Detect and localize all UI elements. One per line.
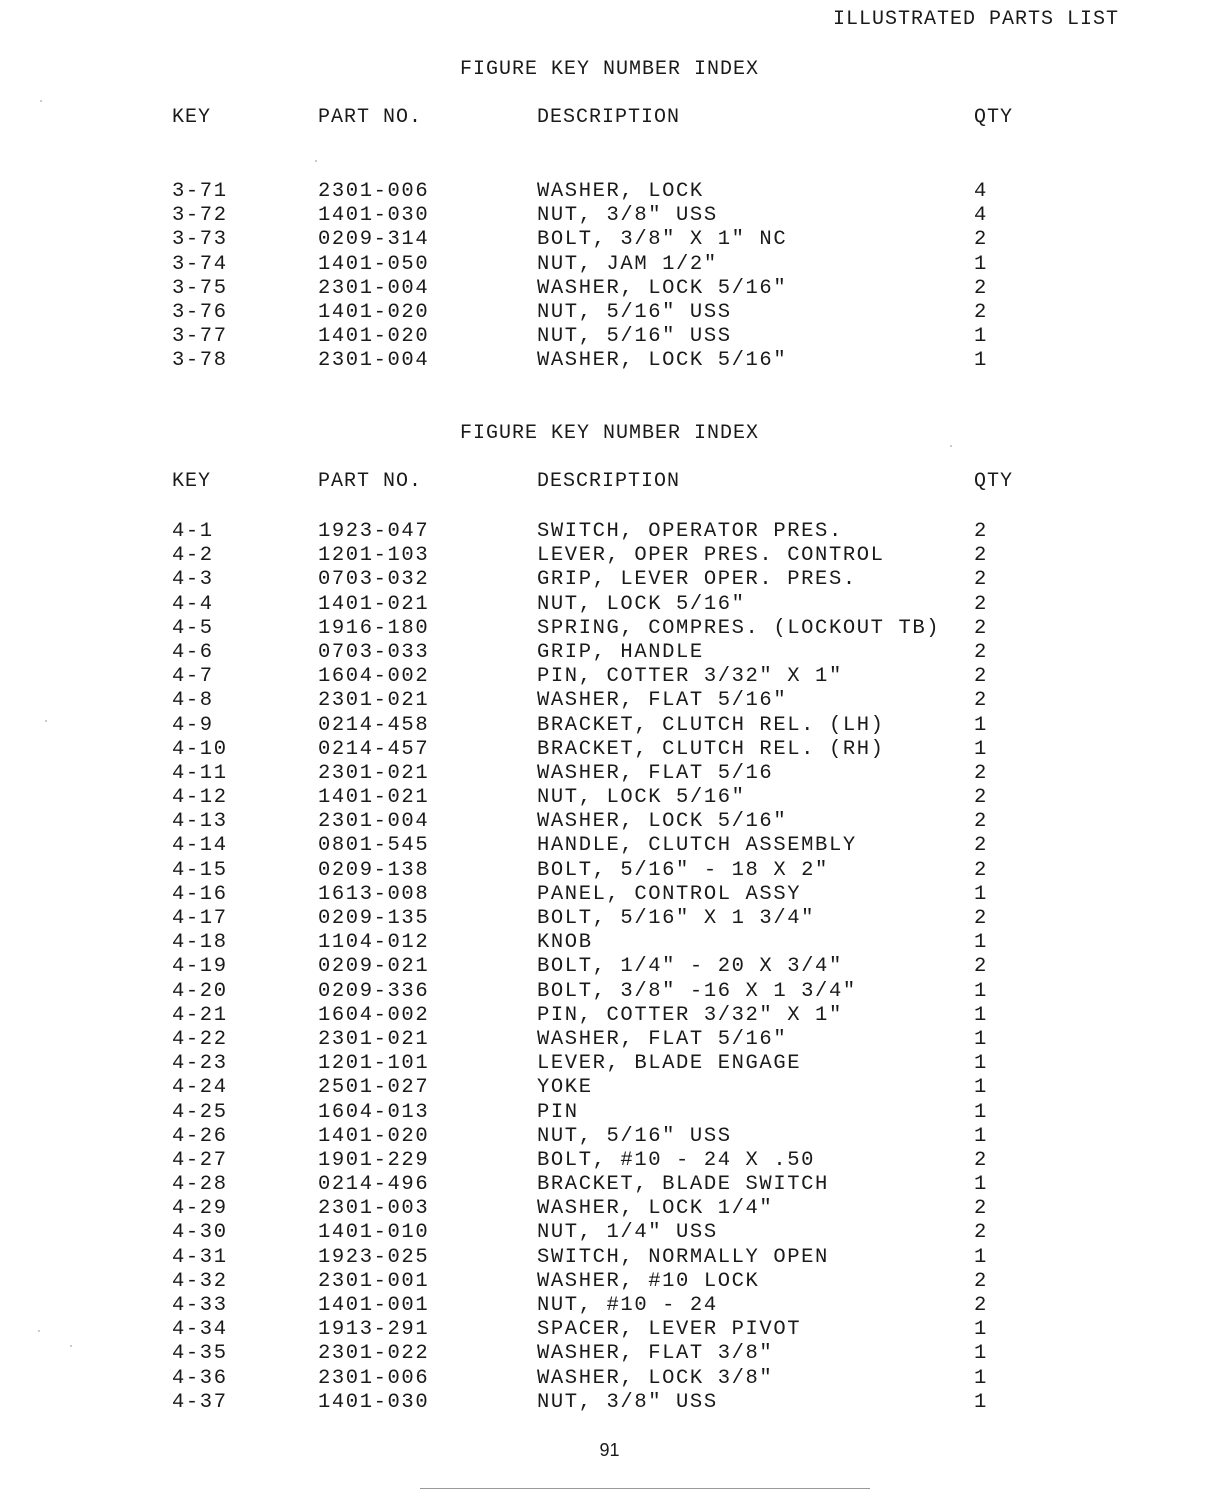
part-no-cell: 2301-022	[318, 1342, 430, 1366]
qty-cell: 1	[974, 1366, 988, 1390]
description-column-header: DESCRIPTION	[537, 470, 681, 493]
description-cell: KNOB	[537, 931, 593, 955]
qty-cell: 1	[974, 1027, 988, 1051]
key-cell: 4-11	[172, 761, 228, 785]
part-no-cell: 1604-002	[318, 665, 430, 689]
part-no-cell: 2301-004	[318, 810, 430, 834]
description-cell: SWITCH, OPERATOR PRES.	[537, 520, 843, 543]
description-cell: NUT, LOCK 5/16"	[537, 786, 746, 810]
qty-cell: 4	[974, 204, 988, 228]
key-cell: 4-18	[172, 931, 228, 955]
parts-table	[0, 520, 1219, 1415]
table-row	[0, 859, 1219, 883]
description-cell: BOLT, 5/16" X 1 3/4"	[537, 907, 816, 930]
table-row	[0, 204, 1219, 228]
key-cell: 3-72	[172, 204, 228, 228]
description-cell: NUT, 3/8" USS	[537, 204, 718, 228]
key-cell: 4-28	[172, 1173, 228, 1197]
qty-cell: 1	[974, 1100, 988, 1124]
qty-cell: 1	[974, 931, 988, 955]
description-column-header: DESCRIPTION	[537, 106, 681, 129]
qty-cell: 2	[974, 300, 988, 324]
table-row	[0, 980, 1219, 1004]
table-row	[0, 931, 1219, 955]
qty-cell: 2	[974, 858, 988, 882]
table-row	[0, 1391, 1219, 1415]
part-no-cell: 0214-496	[318, 1173, 430, 1197]
description-cell: WASHER, FLAT 5/16"	[537, 1027, 788, 1051]
part-no-cell: 1901-229	[318, 1148, 430, 1172]
table-row	[0, 1367, 1219, 1391]
scan-speck	[315, 160, 317, 162]
qty-cell: 1	[974, 1390, 988, 1414]
qty-cell: 1	[974, 713, 988, 737]
part-no-cell: 0703-032	[318, 568, 430, 592]
table-row	[0, 593, 1219, 617]
qty-column-header: QTY	[974, 106, 1014, 129]
qty-cell: 2	[974, 544, 988, 568]
qty-cell: 1	[974, 882, 988, 906]
description-cell: LEVER, BLADE ENGAGE	[537, 1052, 802, 1076]
description-cell: NUT, #10 - 24	[537, 1294, 718, 1317]
table-row	[0, 180, 1219, 204]
qty-cell: 2	[974, 786, 988, 810]
part-no-cell: 0214-457	[318, 737, 430, 761]
description-cell: NUT, JAM 1/2"	[537, 252, 718, 276]
description-cell: BRACKET, CLUTCH REL. (RH)	[537, 737, 885, 761]
key-cell: 4-9	[172, 713, 214, 737]
table-row	[0, 834, 1219, 858]
description-cell: PANEL, CONTROL ASSY	[537, 882, 802, 906]
description-cell: SPRING, COMPRES. (LOCKOUT TB)	[537, 616, 941, 640]
part-no-cell: 2301-021	[318, 1027, 430, 1051]
part-no-cell: 1201-103	[318, 544, 430, 568]
key-cell: 3-71	[172, 180, 228, 203]
scan-speck	[38, 1330, 40, 1332]
table-row	[0, 1125, 1219, 1149]
part-no-column-header: PART NO.	[318, 106, 423, 129]
table-row	[0, 301, 1219, 325]
table-row	[0, 1270, 1219, 1294]
table-row	[0, 253, 1219, 277]
description-cell: NUT, LOCK 5/16"	[537, 592, 746, 616]
qty-cell: 2	[974, 276, 988, 300]
part-no-cell: 2301-006	[318, 180, 430, 203]
table-row	[0, 907, 1219, 931]
description-cell: WASHER, FLAT 3/8"	[537, 1342, 774, 1366]
table-row	[0, 738, 1219, 762]
table-row	[0, 1173, 1219, 1197]
description-cell: BOLT, #10 - 24 X .50	[537, 1148, 816, 1172]
table-row	[0, 1028, 1219, 1052]
description-cell: PIN	[537, 1100, 579, 1124]
key-cell: 3-77	[172, 325, 228, 349]
qty-cell: 1	[974, 1124, 988, 1148]
part-no-cell: 1401-021	[318, 786, 430, 810]
scan-speck	[45, 720, 47, 722]
key-cell: 4-7	[172, 665, 214, 689]
key-cell: 3-76	[172, 300, 228, 324]
table-row	[0, 1221, 1219, 1245]
qty-cell: 1	[974, 737, 988, 761]
description-cell: BOLT, 3/8" X 1" NC	[537, 228, 788, 252]
part-no-cell: 2301-004	[318, 276, 430, 300]
table-row	[0, 1318, 1219, 1342]
qty-cell: 1	[974, 1052, 988, 1076]
description-cell: YOKE	[537, 1076, 593, 1100]
qty-cell: 2	[974, 665, 988, 689]
parts-table	[0, 180, 1219, 374]
key-cell: 4-5	[172, 616, 214, 640]
description-cell: GRIP, HANDLE	[537, 640, 704, 664]
key-cell: 4-25	[172, 1100, 228, 1124]
part-no-cell: 1923-025	[318, 1245, 430, 1269]
part-no-cell: 1913-291	[318, 1318, 430, 1342]
part-no-cell: 1401-010	[318, 1221, 430, 1245]
part-no-cell: 0703-033	[318, 640, 430, 664]
qty-cell: 2	[974, 228, 988, 252]
scan-speck	[70, 1345, 72, 1347]
description-cell: BRACKET, BLADE SWITCH	[537, 1173, 829, 1197]
part-no-cell: 2501-027	[318, 1076, 430, 1100]
part-no-cell: 2301-021	[318, 761, 430, 785]
qty-cell: 2	[974, 1294, 988, 1317]
part-no-cell: 2301-001	[318, 1269, 430, 1293]
description-cell: NUT, 5/16" USS	[537, 300, 732, 324]
key-column-header: KEY	[172, 470, 212, 493]
part-no-cell: 1104-012	[318, 931, 430, 955]
qty-cell: 2	[974, 640, 988, 664]
key-cell: 4-4	[172, 592, 214, 616]
key-column-header: KEY	[172, 106, 212, 129]
description-cell: BOLT, 1/4" - 20 X 3/4"	[537, 955, 843, 979]
description-cell: LEVER, OPER PRES. CONTROL	[537, 544, 885, 568]
part-no-cell: 1401-030	[318, 1390, 430, 1414]
key-cell: 4-10	[172, 737, 228, 761]
qty-cell: 1	[974, 1318, 988, 1342]
key-cell: 4-21	[172, 1003, 228, 1027]
qty-cell: 1	[974, 1342, 988, 1366]
description-cell: BRACKET, CLUTCH REL. (LH)	[537, 713, 885, 737]
part-no-cell: 1923-047	[318, 520, 430, 543]
description-cell: BOLT, 3/8" -16 X 1 3/4"	[537, 979, 857, 1003]
scan-artifact-line	[420, 1488, 870, 1489]
part-no-cell: 1401-050	[318, 252, 430, 276]
qty-cell: 1	[974, 1076, 988, 1100]
description-cell: NUT, 5/16" USS	[537, 325, 732, 349]
part-no-cell: 0209-314	[318, 228, 430, 252]
part-no-cell: 1604-013	[318, 1100, 430, 1124]
key-cell: 4-35	[172, 1342, 228, 1366]
table-row	[0, 1052, 1219, 1076]
table-row	[0, 1197, 1219, 1221]
key-cell: 3-74	[172, 252, 228, 276]
key-cell: 4-22	[172, 1027, 228, 1051]
page-header: ILLUSTRATED PARTS LIST	[832, 8, 1119, 31]
description-cell: WASHER, LOCK 1/4"	[537, 1197, 774, 1221]
description-cell: BOLT, 5/16" - 18 X 2"	[537, 858, 829, 882]
key-cell: 4-31	[172, 1245, 228, 1269]
table-row	[0, 810, 1219, 834]
part-no-cell: 2301-006	[318, 1366, 430, 1390]
key-cell: 4-17	[172, 907, 228, 930]
qty-cell: 1	[974, 1003, 988, 1027]
part-no-cell: 1401-020	[318, 300, 430, 324]
part-no-cell: 1613-008	[318, 882, 430, 906]
table-row	[0, 1149, 1219, 1173]
table-row	[0, 617, 1219, 641]
key-cell: 4-15	[172, 858, 228, 882]
part-no-cell: 1201-101	[318, 1052, 430, 1076]
scan-speck	[40, 100, 42, 102]
table-row	[0, 1101, 1219, 1125]
key-cell: 4-19	[172, 955, 228, 979]
key-cell: 4-27	[172, 1148, 228, 1172]
table-row	[0, 568, 1219, 592]
qty-cell: 2	[974, 1148, 988, 1172]
description-cell: PIN, COTTER 3/32" X 1"	[537, 1003, 843, 1027]
scan-speck	[950, 445, 952, 447]
qty-cell: 2	[974, 616, 988, 640]
part-no-cell: 1916-180	[318, 616, 430, 640]
part-no-cell: 1401-001	[318, 1294, 430, 1317]
description-cell: PIN, COTTER 3/32" X 1"	[537, 665, 843, 689]
key-cell: 4-14	[172, 834, 228, 858]
description-cell: WASHER, LOCK 5/16"	[537, 810, 788, 834]
qty-cell: 1	[974, 325, 988, 349]
table-row	[0, 786, 1219, 810]
key-cell: 4-2	[172, 544, 214, 568]
qty-cell: 2	[974, 592, 988, 616]
key-cell: 4-16	[172, 882, 228, 906]
qty-cell: 1	[974, 349, 988, 373]
qty-cell: 2	[974, 834, 988, 858]
table-row	[0, 1004, 1219, 1028]
description-cell: WASHER, FLAT 5/16	[537, 761, 774, 785]
key-cell: 4-12	[172, 786, 228, 810]
description-cell: NUT, 5/16" USS	[537, 1124, 732, 1148]
column-headers	[0, 470, 1219, 496]
qty-column-header: QTY	[974, 470, 1014, 493]
table-row	[0, 689, 1219, 713]
key-cell: 4-13	[172, 810, 228, 834]
table-row	[0, 1294, 1219, 1318]
qty-cell: 1	[974, 1173, 988, 1197]
table-row	[0, 1076, 1219, 1100]
part-no-cell: 1401-021	[318, 592, 430, 616]
part-no-cell: 0209-138	[318, 858, 430, 882]
table-row	[0, 714, 1219, 738]
qty-cell: 2	[974, 568, 988, 592]
table-row	[0, 762, 1219, 786]
section-title: FIGURE KEY NUMBER INDEX	[459, 58, 760, 81]
key-cell: 4-30	[172, 1221, 228, 1245]
table-row	[0, 665, 1219, 689]
key-cell: 4-24	[172, 1076, 228, 1100]
part-no-cell: 2301-003	[318, 1197, 430, 1221]
table-row	[0, 1246, 1219, 1270]
description-cell: NUT, 3/8" USS	[537, 1390, 718, 1414]
table-row	[0, 349, 1219, 373]
description-cell: WASHER, #10 LOCK	[537, 1269, 760, 1293]
description-cell: WASHER, LOCK 5/16"	[537, 349, 788, 373]
key-cell: 4-36	[172, 1366, 228, 1390]
part-no-cell: 2301-004	[318, 349, 430, 373]
column-headers	[0, 106, 1219, 132]
table-row	[0, 325, 1219, 349]
table-row	[0, 883, 1219, 907]
qty-cell: 2	[974, 1221, 988, 1245]
part-no-cell: 1604-002	[318, 1003, 430, 1027]
description-cell: NUT, 1/4" USS	[537, 1221, 718, 1245]
key-cell: 4-20	[172, 979, 228, 1003]
key-cell: 4-29	[172, 1197, 228, 1221]
key-cell: 4-23	[172, 1052, 228, 1076]
qty-cell: 2	[974, 955, 988, 979]
table-row	[0, 228, 1219, 252]
description-cell: SPACER, LEVER PIVOT	[537, 1318, 802, 1342]
table-row	[0, 1342, 1219, 1366]
part-no-cell: 0209-135	[318, 907, 430, 930]
description-cell: HANDLE, CLUTCH ASSEMBLY	[537, 834, 857, 858]
key-cell: 4-6	[172, 640, 214, 664]
description-cell: GRIP, LEVER OPER. PRES.	[537, 568, 857, 592]
key-cell: 4-8	[172, 689, 214, 713]
key-cell: 3-78	[172, 349, 228, 373]
qty-cell: 4	[974, 180, 988, 203]
qty-cell: 2	[974, 907, 988, 930]
part-no-cell: 0214-458	[318, 713, 430, 737]
part-no-cell: 1401-030	[318, 204, 430, 228]
key-cell: 4-33	[172, 1294, 228, 1317]
key-cell: 4-26	[172, 1124, 228, 1148]
description-cell: WASHER, LOCK	[537, 180, 704, 203]
page-number: 91	[599, 1440, 620, 1460]
qty-cell: 1	[974, 979, 988, 1003]
key-cell: 4-37	[172, 1390, 228, 1414]
table-row	[0, 520, 1219, 544]
key-cell: 4-34	[172, 1318, 228, 1342]
qty-cell: 2	[974, 810, 988, 834]
key-cell: 4-1	[172, 520, 214, 543]
description-cell: WASHER, FLAT 5/16"	[537, 689, 788, 713]
description-cell: WASHER, LOCK 5/16"	[537, 276, 788, 300]
part-no-cell: 2301-021	[318, 689, 430, 713]
qty-cell: 2	[974, 1269, 988, 1293]
qty-cell: 2	[974, 689, 988, 713]
section-title: FIGURE KEY NUMBER INDEX	[459, 422, 760, 445]
key-cell: 3-73	[172, 228, 228, 252]
key-cell: 4-32	[172, 1269, 228, 1293]
part-no-cell: 1401-020	[318, 1124, 430, 1148]
qty-cell: 1	[974, 252, 988, 276]
part-no-column-header: PART NO.	[318, 470, 423, 493]
key-cell: 3-75	[172, 276, 228, 300]
table-row	[0, 277, 1219, 301]
description-cell: SWITCH, NORMALLY OPEN	[537, 1245, 829, 1269]
qty-cell: 1	[974, 1245, 988, 1269]
qty-cell: 2	[974, 761, 988, 785]
description-cell: WASHER, LOCK 3/8"	[537, 1366, 774, 1390]
table-row	[0, 641, 1219, 665]
part-no-cell: 0209-021	[318, 955, 430, 979]
part-no-cell: 1401-020	[318, 325, 430, 349]
qty-cell: 2	[974, 1197, 988, 1221]
table-row	[0, 955, 1219, 979]
key-cell: 4-3	[172, 568, 214, 592]
qty-cell: 2	[974, 520, 988, 543]
part-no-cell: 0209-336	[318, 979, 430, 1003]
table-row	[0, 544, 1219, 568]
part-no-cell: 0801-545	[318, 834, 430, 858]
